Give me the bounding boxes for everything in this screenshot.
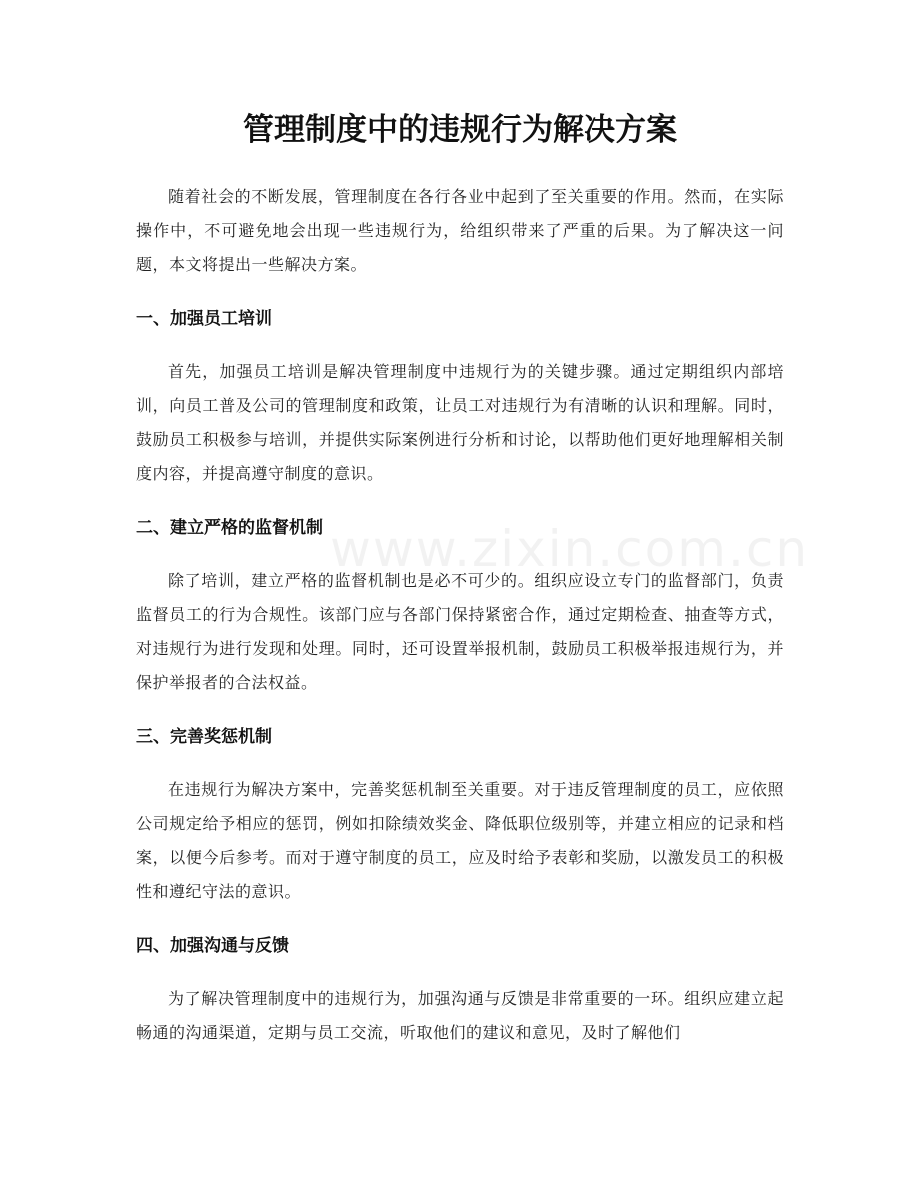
section-paragraph-communication: 为了解决管理制度中的违规行为，加强沟通与反馈是非常重要的一环。组织应建立起畅通的沟通渠道，定期与员工交流，听取他们的建议和意见，及时了解他们 (136, 989, 784, 1042)
section-heading-rewards: 三、完善奖惩机制 (136, 727, 272, 747)
section-heading-supervision: 二、建立严格的监督机制 (136, 518, 323, 538)
section-heading-communication: 四、加强沟通与反馈 (136, 936, 289, 956)
section-paragraph-supervision: 除了培训，建立严格的监督机制也是必不可少的。组织应设立专门的监督部门，负责监督员工的行为合规性。该部门应与各部门保持紧密合作，通过定期检查、抽查等方式，对违规行为进行发现和处理。同时，还可设置举报机制，鼓励员工积极举报违规行为，并保护举报者的合法权益。 (136, 571, 784, 692)
intro-paragraph: 随着社会的不断发展，管理制度在各行各业中起到了至关重要的作用。然而，在实际操作中，不可避免地会出现一些违规行为，给组织带来了严重的后果。为了解决这一问题，本文将提出一些解决方案。 (136, 187, 784, 274)
section-paragraph-training: 首先，加强员工培训是解决管理制度中违规行为的关键步骤。通过定期组织内部培训，向员工普及公司的管理制度和政策，让员工对违规行为有清晰的认识和理解。同时，鼓励员工积极参与培训，并提供实际案例进行分析和讨论，以帮助他们更好地理解相关制度内容，并提高遵守制度的意识。 (136, 362, 784, 483)
section-paragraph-rewards: 在违规行为解决方案中，完善奖惩机制至关重要。对于违反管理制度的员工，应依照公司规定给予相应的惩罚，例如扣除绩效奖金、降低职位级别等，并建立相应的记录和档案，以便今后参考。而对于遵守制度的员工，应及时给予表彰和奖励，以激发员工的积极性和遵纪守法的意识。 (136, 780, 784, 901)
document-title: 管理制度中的违规行为解决方案 (243, 112, 677, 148)
watermark: www.zixin.com.cn (330, 520, 810, 578)
section-heading-training: 一、加强员工培训 (136, 309, 272, 329)
document-body (136, 180, 784, 1050)
